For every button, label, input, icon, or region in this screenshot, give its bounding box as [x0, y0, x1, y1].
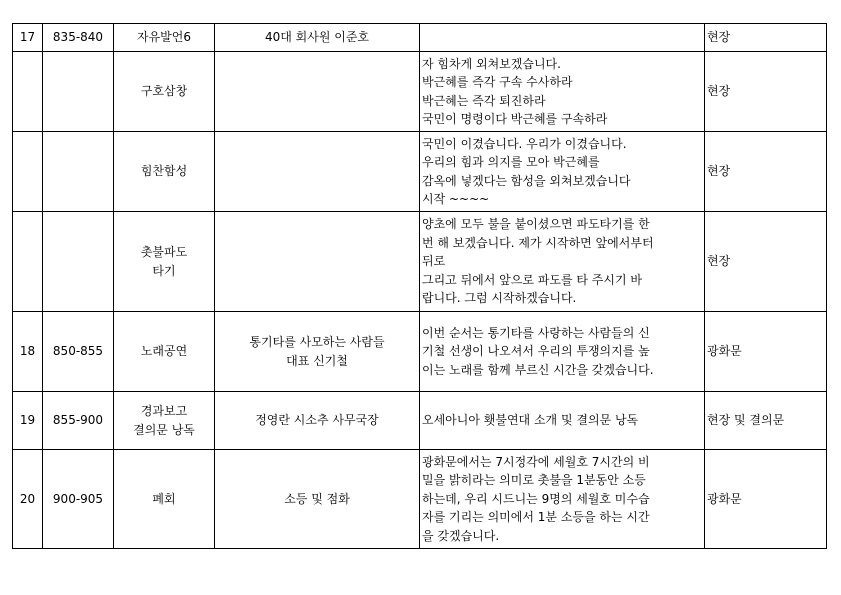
row-time: 835-840	[43, 24, 114, 52]
table-row	[13, 52, 827, 132]
row-content-line: 시작 ~~~~	[422, 192, 490, 206]
table-row	[13, 450, 827, 549]
row-item	[114, 132, 215, 212]
row-content-line: 하는데, 우리 시드니는 9명의 세월호 미수습	[422, 491, 650, 506]
row-speaker	[215, 450, 420, 549]
row-time: 900-905	[43, 450, 114, 549]
row-place: 현장	[705, 52, 827, 132]
row-content	[420, 212, 705, 312]
row-content	[420, 450, 705, 549]
row-item-line: 자유발언6	[136, 30, 191, 45]
row-content	[420, 52, 705, 132]
row-number: 17	[13, 24, 43, 52]
row-number	[13, 52, 43, 132]
row-content-line: 이는 노래를 함께 부르신 시간을 갖겠습니다.	[422, 362, 654, 377]
row-item-line: 결의문 낭독	[133, 422, 195, 437]
row-number: 19	[13, 392, 43, 450]
row-content-line: 그리고 뒤에서 앞으로 파도를 타 주시기 바	[422, 272, 642, 287]
row-content-line: 번 해 보겠습니다. 제가 시작하면 앞에서부터	[422, 235, 654, 250]
row-item-line: 폐회	[152, 491, 176, 506]
row-item-line: 노래공연	[140, 344, 188, 359]
row-content-line: 을 갖겠습니다.	[422, 528, 500, 543]
row-speaker-line: 40대 회사원 이준호	[264, 30, 370, 45]
row-item-line: 촛불파도	[140, 245, 188, 259]
row-content-line: 양초에 모두 불을 붙이셨으면 파도타기를 한	[422, 217, 650, 232]
row-speaker-line: 통기타를 사모하는 사람들	[249, 335, 385, 349]
row-speaker	[215, 212, 420, 312]
table-row	[13, 312, 827, 392]
row-number	[13, 132, 43, 212]
row-content-line: 국민이 명령이다 박근혜를 구속하라	[422, 112, 608, 126]
row-speaker-line: 소등 및 점화	[284, 491, 350, 506]
row-speaker	[215, 312, 420, 392]
row-item	[114, 392, 215, 450]
row-content	[420, 24, 705, 52]
row-speaker-line: 대표 신기철	[286, 353, 348, 368]
row-content-line: 뒤로	[422, 254, 446, 269]
table-row	[13, 212, 827, 312]
row-speaker	[215, 132, 420, 212]
row-content-line: 자 힘차게 외쳐보겠습니다.	[422, 56, 561, 71]
row-speaker	[215, 392, 420, 450]
row-content-line: 우리의 힘과 의지를 모아 박근혜를	[422, 155, 600, 169]
row-item	[114, 52, 215, 132]
row-content-line: 오세아니아 횃불연대 소개 및 결의문 낭독	[422, 413, 639, 428]
row-content	[420, 392, 705, 450]
row-item-line: 힘찬함성	[140, 164, 188, 179]
row-number: 20	[13, 450, 43, 549]
row-speaker	[215, 24, 420, 52]
row-item	[114, 212, 215, 312]
row-time: 855-900	[43, 392, 114, 450]
row-content	[420, 312, 705, 392]
row-place: 현장 및 결의문	[705, 392, 827, 450]
table-row	[13, 132, 827, 212]
row-place: 현장	[705, 132, 827, 212]
row-place: 현장	[705, 212, 827, 312]
row-content-line: 박근혜는 즉각 퇴진하라	[422, 93, 546, 108]
table-row	[13, 24, 827, 52]
row-content-line: 기철 선생이 나오셔서 우리의 투쟁의지를 높	[422, 344, 650, 359]
row-item-line: 경과보고	[140, 404, 188, 418]
row-place: 광화문	[705, 312, 827, 392]
row-content-line: 이번 순서는 통기타를 사랑하는 사람들의 신	[422, 325, 650, 340]
row-time	[43, 52, 114, 132]
row-time	[43, 212, 114, 312]
row-content-line: 국민이 이겼습니다. 우리가 이겼습니다.	[422, 136, 627, 151]
program-table	[12, 23, 827, 549]
row-place: 현장	[705, 24, 827, 52]
row-number: 18	[13, 312, 43, 392]
row-content-line: 자를 기리는 의미에서 1분 소등을 하는 시간	[422, 510, 650, 525]
table-body	[13, 24, 827, 549]
row-content-line: 광화문에서는 7시정각에 세월호 7시간의 비	[422, 454, 650, 469]
row-number	[13, 212, 43, 312]
row-content-line: 감옥에 넣겠다는 함성을 외쳐보겠습니다	[422, 173, 631, 188]
table-row	[13, 392, 827, 450]
row-item-line: 구호삼창	[140, 84, 188, 99]
row-place: 광화문	[705, 450, 827, 549]
row-content	[420, 132, 705, 212]
row-content-line: 밀을 밝히라는 의미로 촛불을 1분동안 소등	[422, 473, 646, 488]
row-item	[114, 24, 215, 52]
row-content-line: 랍니다. 그럼 시작하겠습니다.	[422, 291, 577, 306]
row-item	[114, 450, 215, 549]
row-item-line: 타기	[152, 263, 176, 278]
row-content-line: 박근혜를 즉각 구속 수사하라	[422, 75, 573, 89]
row-speaker	[215, 52, 420, 132]
row-item	[114, 312, 215, 392]
row-time: 850-855	[43, 312, 114, 392]
row-speaker-line: 정영란 시소추 사무국장	[255, 413, 379, 428]
row-time	[43, 132, 114, 212]
